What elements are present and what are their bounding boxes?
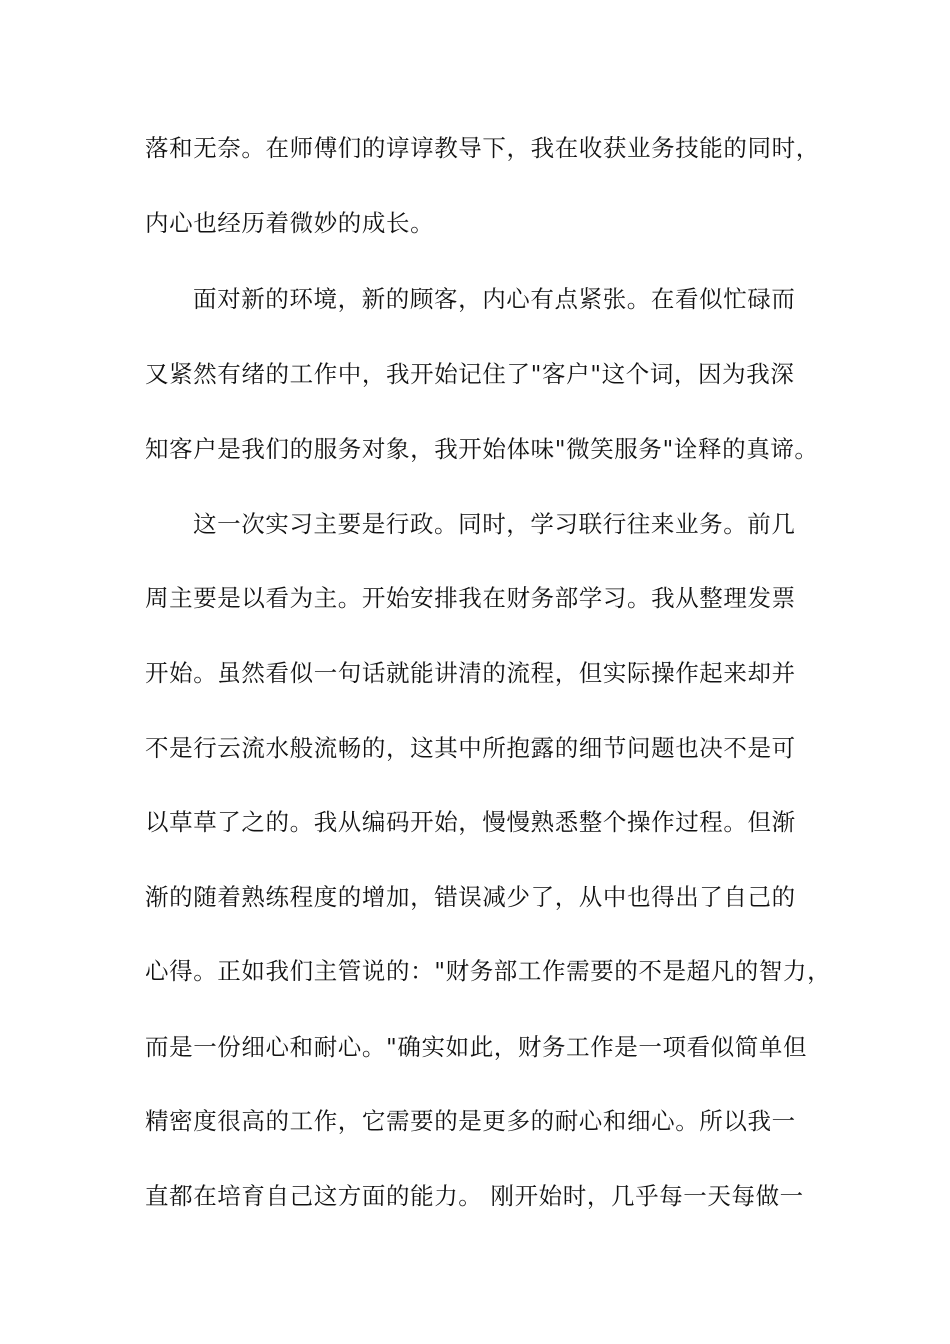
text-line: 渐的随着熟练程度的增加，错误减少了，从中也得出了自己的 (145, 883, 796, 911)
text-line: 而是一份细心和耐心。"确实如此，财务工作是一项看似简单但 (145, 1033, 808, 1061)
text-line: 直都在培育自己这方面的能力。 刚开始时，几乎每一天每做一 (145, 1182, 804, 1210)
text-line: 周主要是以看为主。开始安排我在财务部学习。我从整理发票 (145, 584, 796, 612)
text-line: 开始。虽然看似一句话就能讲清的流程，但实际操作起来却并 (145, 659, 796, 687)
text-line: 又紧然有绪的工作中，我开始记住了"客户"这个词，因为我深 (145, 360, 795, 388)
paragraph-first-line: 这一次实习主要是行政。同时，学习联行往来业务。前几 (193, 510, 796, 538)
text-line: 落和无奈。在师傅们的谆谆教导下，我在收获业务技能的同时， (145, 134, 820, 162)
text-line: 心得。正如我们主管说的："财务部工作需要的不是超凡的智力， (145, 957, 832, 985)
text-line: 知客户是我们的服务对象，我开始体味"微笑服务"诠释的真谛。 (145, 435, 819, 463)
paragraph-first-line: 面对新的环境，新的顾客，内心有点紧张。在看似忙碌而 (193, 285, 796, 313)
text-line: 以草草了之的。我从编码开始，慢慢熟悉整个操作过程。但渐 (145, 808, 796, 836)
text-line: 精密度很高的工作，它需要的是更多的耐心和细心。所以我一 (145, 1107, 796, 1135)
text-line: 内心也经历着微妙的成长。 (145, 209, 435, 237)
text-line: 不是行云流水般流畅的，这其中所抱露的细节问题也决不是可 (145, 734, 796, 762)
